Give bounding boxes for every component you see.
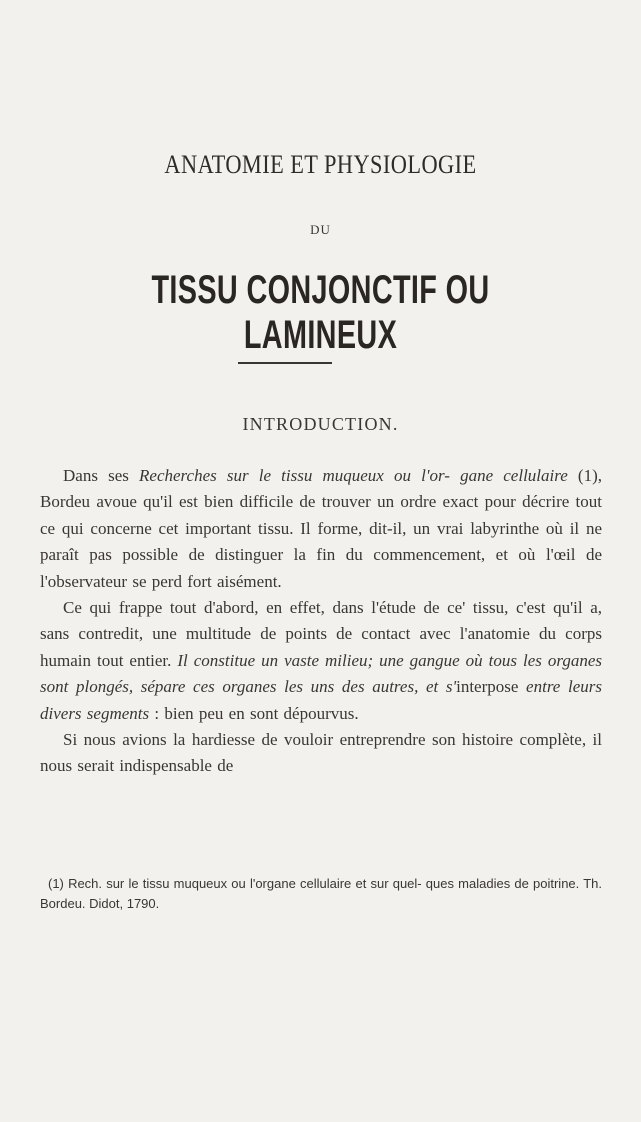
paragraph-1-text-a: Dans ses — [63, 466, 140, 485]
section-heading: INTRODUCTION. — [242, 414, 399, 434]
paragraph-2-text-a: Ce qui frappe tout d'abord, en effet, dans l'étude de ce' tissu, c'est qu'il a, sans contredit, une multitude de points de contact avec l'anatomie du corps humain tout entier. — [40, 598, 602, 670]
paragraph-3: Si nous avions la hardiesse de vouloir entreprendre son histoire complète, il nous serait indispensable de — [40, 730, 602, 776]
paragraph-2-italic-quote: Il constitue un vaste milieu; une gangue où tous les organes sont plongés, sépare ces organes les uns des autres, et s' — [40, 650, 602, 697]
paragraph-2-emphasis: interpose — [456, 677, 519, 697]
paragraph-2-italic-end: entre leurs divers segments — [40, 677, 602, 723]
body-text — [40, 463, 602, 780]
title-line-anatomie: ANATOMIE ET PHYSIOLOGIE — [164, 150, 477, 179]
paragraph-1-text-c: (1), Bordeu avoue qu'il est bien difficile de trouver un ordre exact pour décrire tout ce qui concerne cet important tissu. Il forme, dit-il, un vrai labyrinthe où il ne paraît pas possible de distinguer la fin du commencement, et où l'œil de l'observateur se perd fort aisément. — [40, 466, 602, 591]
footnote — [40, 874, 602, 914]
paragraph-2-text-e: : bien peu en sont dépourvus. — [149, 703, 359, 723]
title-line-tissu: TISSU CONJONCTIF OU LAMINEUX — [151, 268, 490, 357]
paragraph-1-italic-title: Recherches sur le tissu muqueux ou l'or- gane cellulaire — [139, 466, 568, 485]
paragraph-1 — [40, 463, 602, 595]
footnote-text: (1) Rech. sur le tissu muqueux ou l'organe cellulaire et sur quel- ques maladies de poitrine. Th. Bordeu. Didot, 1790. — [40, 876, 602, 911]
title-line-du: DU — [310, 222, 331, 237]
paragraph-2 — [40, 595, 602, 727]
section-divider — [238, 362, 332, 364]
